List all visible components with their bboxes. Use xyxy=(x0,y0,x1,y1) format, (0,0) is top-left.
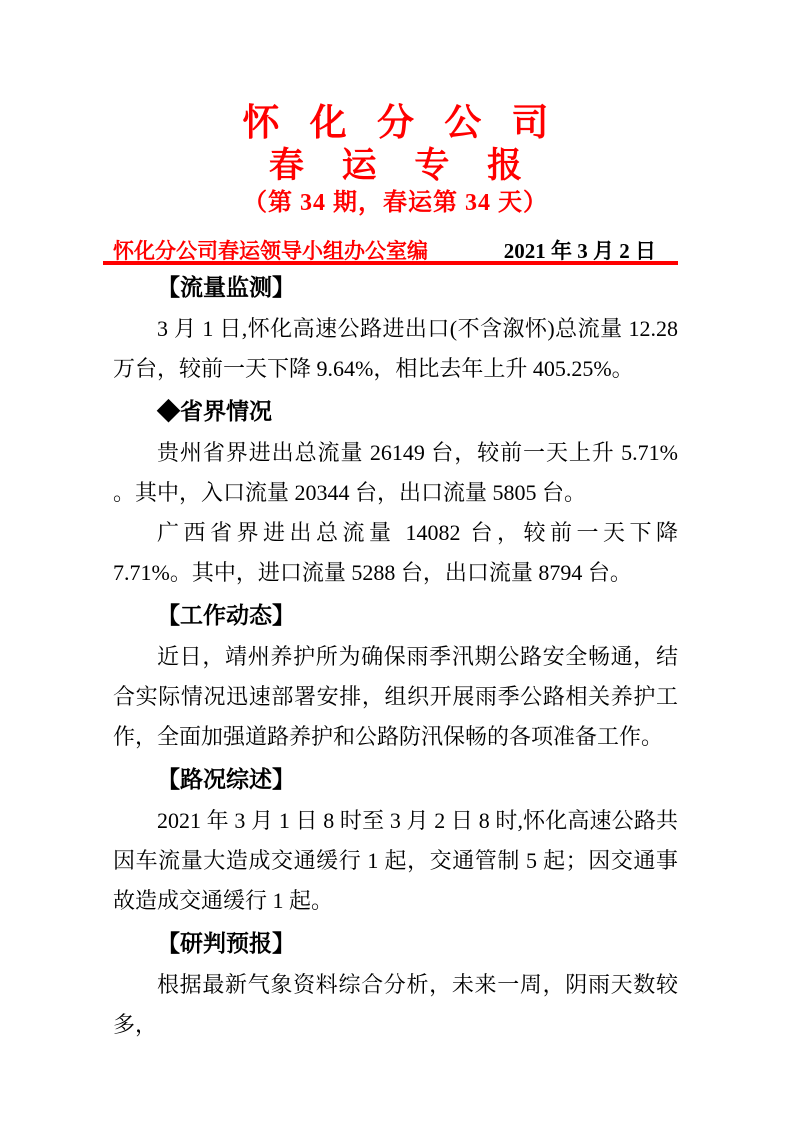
masthead xyxy=(113,235,678,261)
paragraph-guangxi-border: 广西省界进出总流量 14082 台，较前一天下降 7.71%。其中，进口流量 5288 台，出口流量 8794 台。 xyxy=(113,520,678,585)
paragraph-guizhou-border: 贵州省界进出总流量 26149 台，较前一天上升 5.71% 。其中，入口流量 20344 台，出口流量 5805 台。 xyxy=(113,440,678,505)
section-heading-forecast: 【研判预报】 xyxy=(157,931,295,956)
issue-number-line: （第 34 期，春运第 34 天） xyxy=(243,190,548,216)
paragraph-forecast: 根据最新气象资料综合分析，未来一周，阴雨天数较多， xyxy=(113,972,678,1037)
subsection-heading-province-border: ◆省界情况 xyxy=(157,399,272,424)
editor-credit: 怀化分公司春运领导小组办公室编 xyxy=(113,239,428,263)
document-content xyxy=(113,100,678,1045)
paragraph-traffic-total: 3 月 1 日,怀化高速公路进出口(不含溆怀)总流量 12.28 万台，较前一天下降 9.64%，相比去年上升 405.25%。 xyxy=(113,316,678,381)
paragraph-work-updates: 近日，靖州养护所为确保雨季汛期公路安全畅通，结合实际情况迅速部署安排，组织开展雨季公路相关养护工作，全面加强道路养护和公路防汛保畅的各项准备工作。 xyxy=(113,644,678,749)
document-body xyxy=(113,267,678,1045)
issue-date: 2021 年 3 月 2 日 xyxy=(503,239,656,263)
paragraph-road-conditions: 2021 年 3 月 1 日 8 时至 3 月 2 日 8 时,怀化高速公路共因车流量大造成交通缓行 1 起，交通管制 5 起；因交通事故造成交通缓行 1 起。 xyxy=(113,808,678,913)
section-heading-traffic-monitoring: 【流量监测】 xyxy=(157,275,295,300)
report-title: 春 运 专 报 xyxy=(268,146,537,185)
company-title: 怀 化 分 公 司 xyxy=(242,102,559,143)
section-heading-work-updates: 【工作动态】 xyxy=(157,603,295,628)
section-heading-road-conditions: 【路况综述】 xyxy=(157,767,295,792)
